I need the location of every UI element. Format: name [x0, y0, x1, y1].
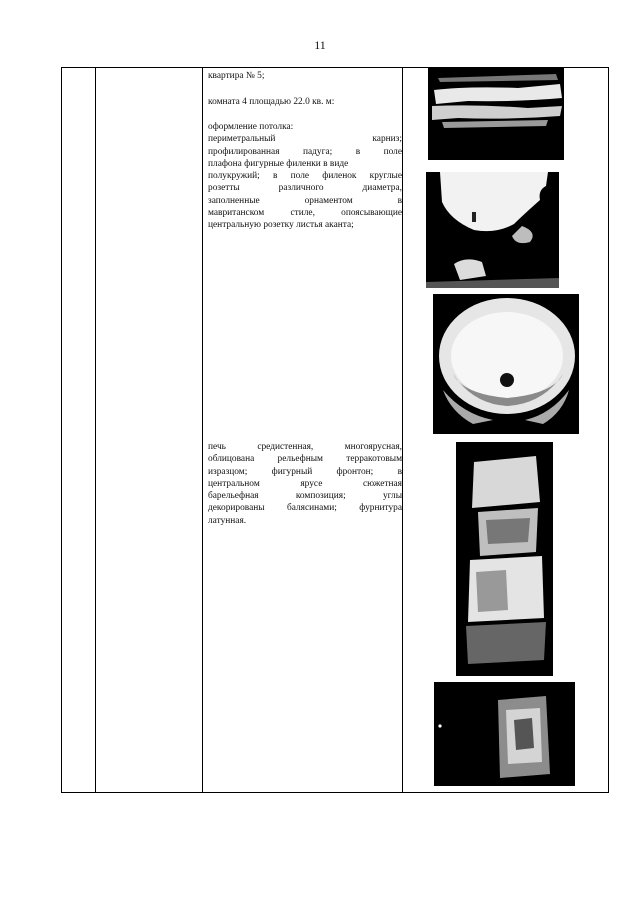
stove-photo: [456, 442, 553, 676]
ceiling-line: розетты различного диаметра,: [208, 183, 402, 194]
stove-description: [208, 441, 402, 527]
ceiling-rosette-photo: [433, 294, 579, 434]
stove-line: изразцом; фигурный фронтон; в: [208, 466, 402, 477]
room-label: комната 4 площадью 22.0 кв. м:: [208, 97, 335, 107]
stove-detail-photo: [434, 682, 575, 786]
ceiling-lamp-photo: [426, 172, 559, 288]
ceiling-line: периметральный карниз;: [208, 134, 402, 145]
ceiling-line: полукружий; в поле филенок круглые: [208, 171, 402, 182]
description-cell: [208, 70, 402, 82]
register-table: [61, 67, 609, 793]
ceiling-line: плафона фигурные филенки в виде: [208, 158, 349, 169]
stove-line: латунная.: [208, 515, 247, 526]
apartment-label: квартира № 5;: [208, 71, 265, 81]
stove-line: печь средистенная, многоярусная,: [208, 442, 402, 452]
ceiling-heading: оформление потолка:: [208, 122, 294, 132]
page-number: 11: [314, 38, 326, 52]
ceiling-line: мавританском стиле, опоясывающие: [208, 208, 402, 219]
stove-line: центральном ярусе сюжетная: [208, 478, 402, 489]
stove-line: барельефная композиция; углы: [208, 491, 402, 502]
column-divider: [202, 68, 203, 792]
cornice-photo: [428, 68, 564, 160]
ceiling-line: центральную розетку листья аканта;: [208, 220, 354, 231]
stove-line: облицована рельефным терракотовым: [208, 454, 402, 465]
stove-line: декорированы балясинами; фурнитура: [208, 503, 402, 514]
column-divider: [402, 68, 403, 792]
ceiling-description: [208, 121, 402, 232]
column-divider: [95, 68, 96, 792]
ceiling-line: профилированная падуга; в поле: [208, 146, 402, 157]
ceiling-line: заполненные орнаментом в: [208, 195, 402, 206]
description-cell: [208, 96, 402, 108]
